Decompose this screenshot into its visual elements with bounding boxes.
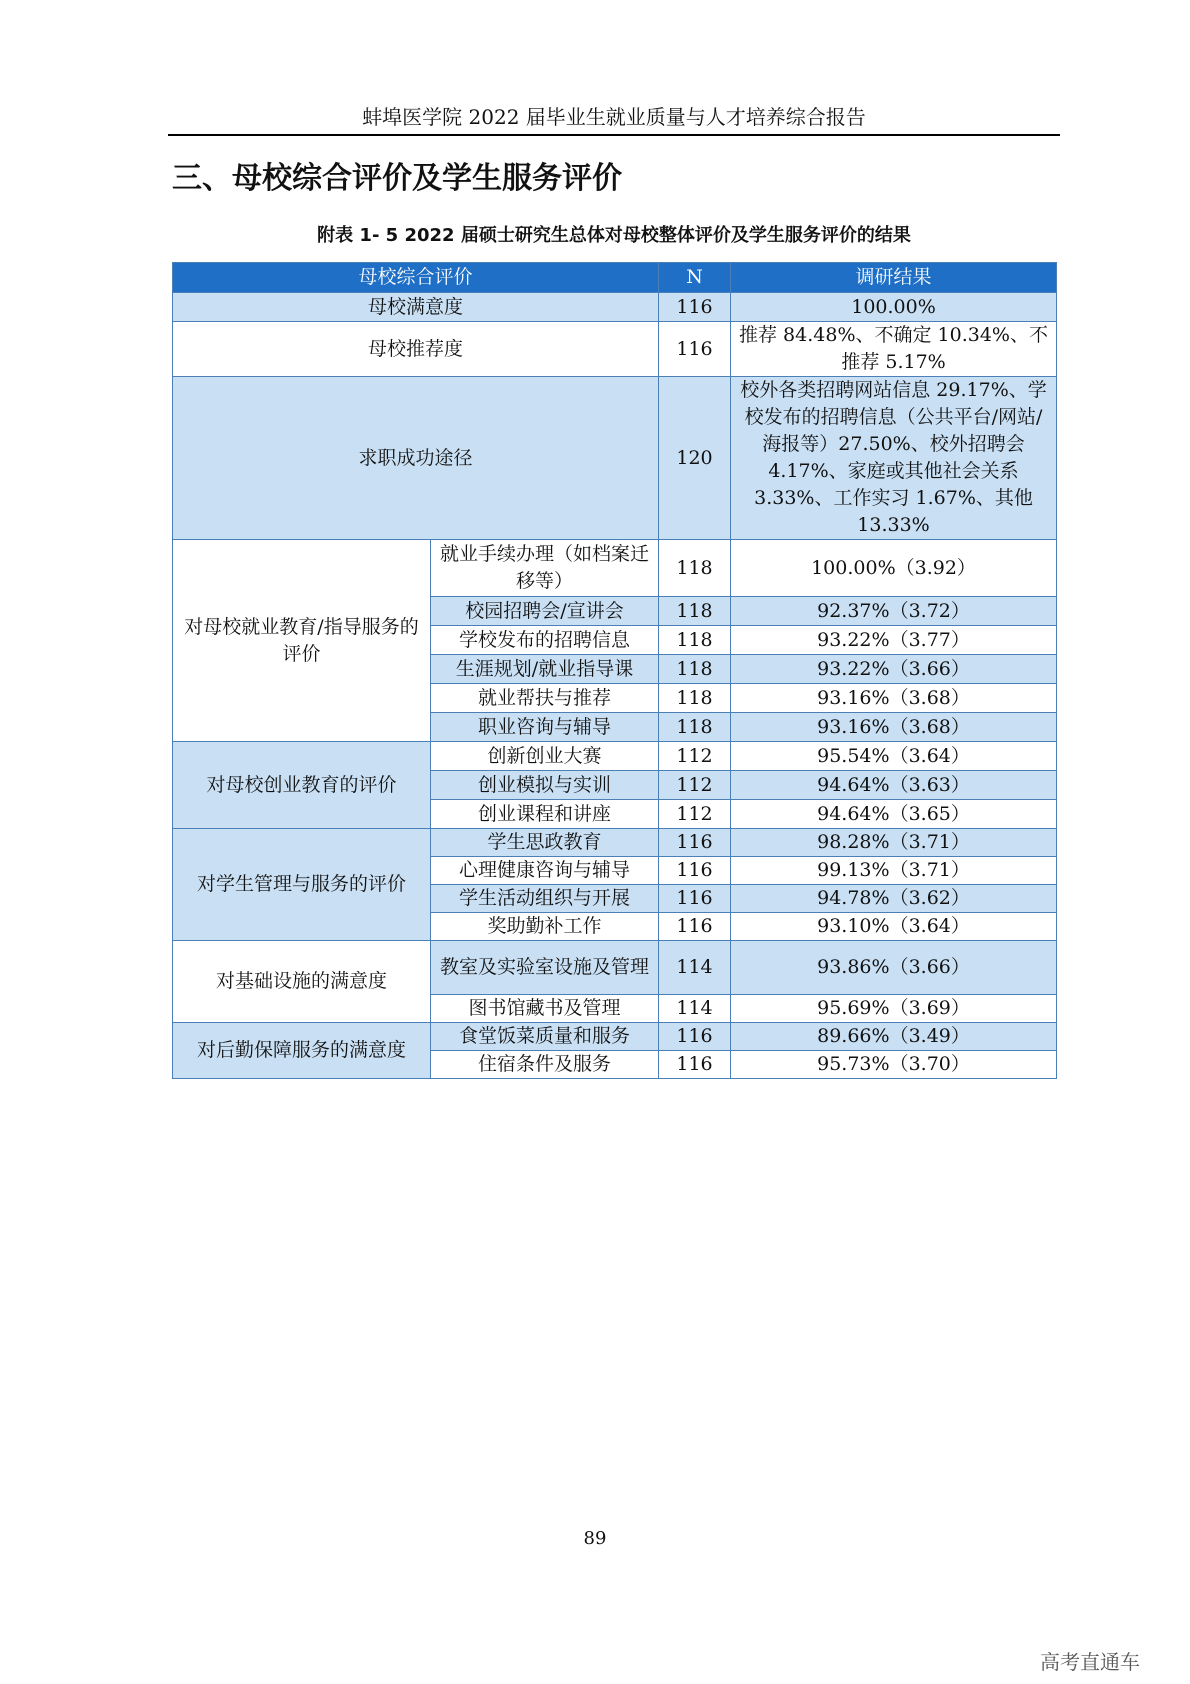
row-n: 114: [659, 941, 731, 995]
row-label: 求职成功途径: [173, 377, 659, 540]
row-item: 学生思政教育: [431, 829, 659, 857]
page-number: 89: [583, 1528, 607, 1549]
row-result: 100.00%: [731, 293, 1057, 322]
row-item: 职业咨询与辅导: [431, 713, 659, 742]
row-item: 食堂饭菜质量和服务: [431, 1023, 659, 1051]
table-row: [173, 540, 1057, 597]
row-result: 94.78%（3.62）: [731, 885, 1057, 913]
row-n: 118: [659, 540, 731, 597]
row-result: 95.54%（3.64）: [731, 742, 1057, 771]
row-result: 93.16%（3.68）: [731, 684, 1057, 713]
row-n: 112: [659, 800, 731, 829]
row-item: 就业手续办理（如档案迁移等）: [431, 540, 659, 597]
row-n: 116: [659, 1023, 731, 1051]
row-result: 93.10%（3.64）: [731, 913, 1057, 941]
row-n: 118: [659, 655, 731, 684]
column-header-n: N: [659, 263, 731, 293]
table-row: [173, 829, 1057, 857]
row-result: 95.73%（3.70）: [731, 1051, 1057, 1079]
row-result: 93.86%（3.66）: [731, 941, 1057, 995]
table-row: [173, 941, 1057, 995]
table-header-row: [173, 263, 1057, 293]
row-n: 116: [659, 885, 731, 913]
row-result: 93.16%（3.68）: [731, 713, 1057, 742]
column-header-category: 母校综合评价: [173, 263, 659, 293]
row-n: 116: [659, 293, 731, 322]
row-n: 118: [659, 713, 731, 742]
row-item: 创业课程和讲座: [431, 800, 659, 829]
row-n: 118: [659, 597, 731, 626]
row-item: 创新创业大赛: [431, 742, 659, 771]
row-result: 92.37%（3.72）: [731, 597, 1057, 626]
table-row: [173, 322, 1057, 377]
row-label: 母校满意度: [173, 293, 659, 322]
group-label: 对母校就业教育/指导服务的评价: [173, 540, 431, 742]
group-label: 对基础设施的满意度: [173, 941, 431, 1023]
row-item: 住宿条件及服务: [431, 1051, 659, 1079]
row-result: 93.22%（3.77）: [731, 626, 1057, 655]
row-n: 120: [659, 377, 731, 540]
row-item: 校园招聘会/宣讲会: [431, 597, 659, 626]
row-result: 98.28%（3.71）: [731, 829, 1057, 857]
row-result: 100.00%（3.92）: [731, 540, 1057, 597]
row-label: 母校推荐度: [173, 322, 659, 377]
row-n: 116: [659, 1051, 731, 1079]
watermark: 高考直通车: [1040, 1650, 1140, 1674]
row-result: 校外各类招聘网站信息 29.17%、学校发布的招聘信息（公共平台/网站/海报等）27.50%、校外招聘会 4.17%、家庭或其他社会关系 3.33%、工作实习 1.67%、其他 13.33%: [731, 377, 1057, 540]
group-label: 对母校创业教育的评价: [173, 742, 431, 829]
row-item: 奖助勤补工作: [431, 913, 659, 941]
row-result: 93.22%（3.66）: [731, 655, 1057, 684]
row-item: 心理健康咨询与辅导: [431, 857, 659, 885]
table-caption: 附表 1- 5 2022 届硕士研究生总体对母校整体评价及学生服务评价的结果: [317, 225, 911, 246]
group-label: 对学生管理与服务的评价: [173, 829, 431, 941]
table-row: [173, 293, 1057, 322]
row-n: 116: [659, 913, 731, 941]
row-result: 94.64%（3.63）: [731, 771, 1057, 800]
row-result: 95.69%（3.69）: [731, 995, 1057, 1023]
row-n: 116: [659, 857, 731, 885]
row-n: 116: [659, 829, 731, 857]
row-n: 112: [659, 771, 731, 800]
column-header-result: 调研结果: [731, 263, 1057, 293]
row-item: 图书馆藏书及管理: [431, 995, 659, 1023]
row-n: 114: [659, 995, 731, 1023]
row-item: 创业模拟与实训: [431, 771, 659, 800]
table-row: [173, 742, 1057, 771]
table-row: [173, 377, 1057, 540]
row-n: 112: [659, 742, 731, 771]
row-item: 学生活动组织与开展: [431, 885, 659, 913]
row-n: 118: [659, 626, 731, 655]
table-row: [173, 1023, 1057, 1051]
row-item: 就业帮扶与推荐: [431, 684, 659, 713]
row-result: 94.64%（3.65）: [731, 800, 1057, 829]
row-result: 推荐 84.48%、不确定 10.34%、不推荐 5.17%: [731, 322, 1057, 377]
row-item: 学校发布的招聘信息: [431, 626, 659, 655]
row-item: 教室及实验室设施及管理: [431, 941, 659, 995]
evaluation-table: [172, 262, 1057, 1079]
row-n: 116: [659, 322, 731, 377]
row-result: 99.13%（3.71）: [731, 857, 1057, 885]
section-title: 三、母校综合评价及学生服务评价: [172, 161, 622, 196]
row-result: 89.66%（3.49）: [731, 1023, 1057, 1051]
header-divider: [168, 134, 1060, 136]
group-label: 对后勤保障服务的满意度: [173, 1023, 431, 1079]
report-header: 蚌埠医学院 2022 届毕业生就业质量与人才培养综合报告: [362, 105, 866, 129]
row-n: 118: [659, 684, 731, 713]
row-item: 生涯规划/就业指导课: [431, 655, 659, 684]
